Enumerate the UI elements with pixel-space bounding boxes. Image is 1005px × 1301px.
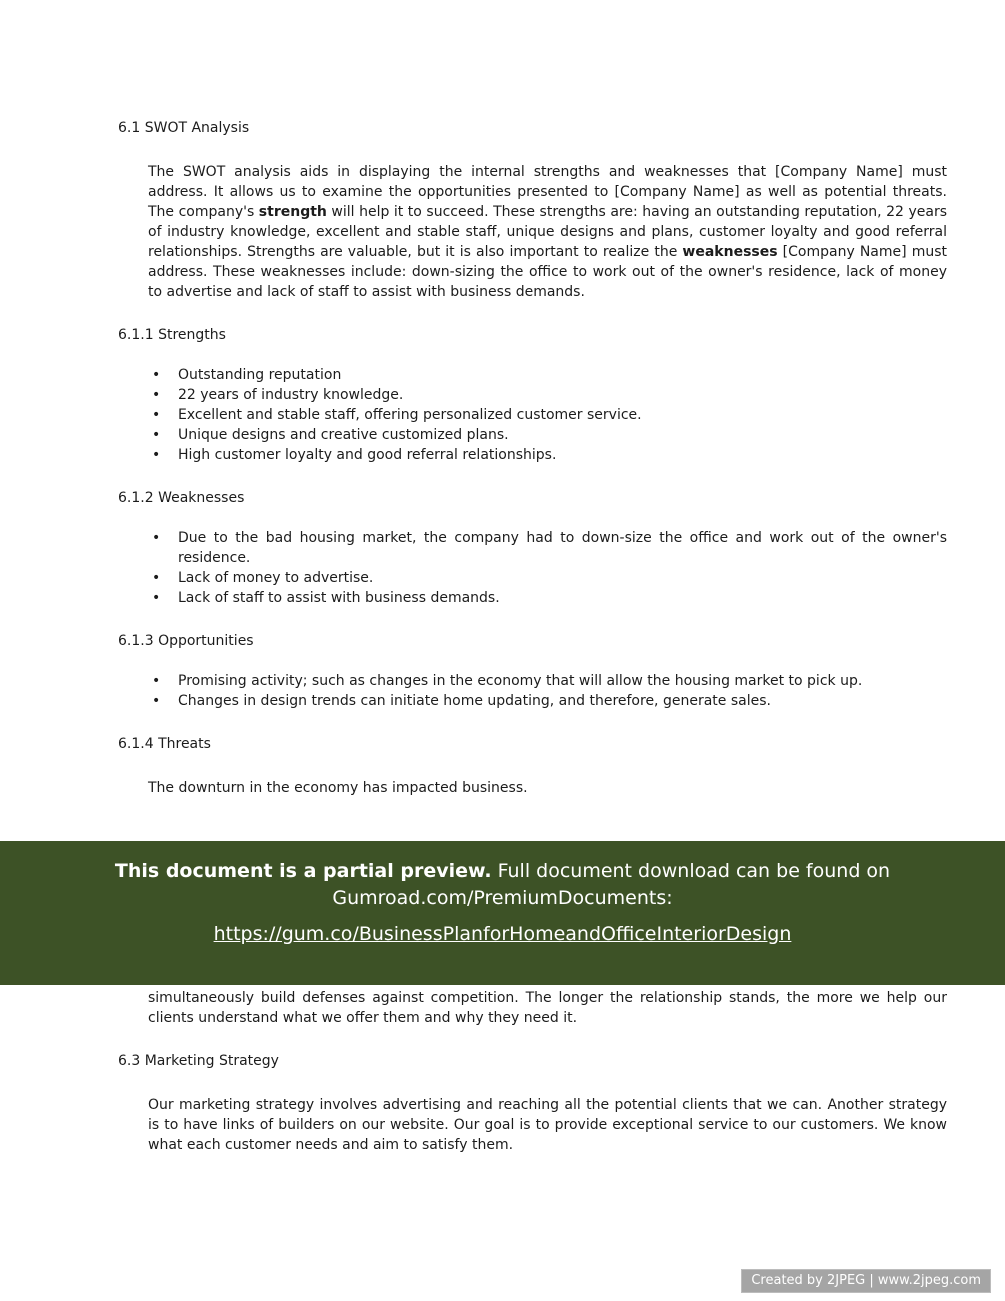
preview-banner [0, 841, 1005, 985]
post-banner-paragraph: simultaneously build defenses against competition. The longer the relationship stands, the more we help our clients understand what we offer them and why they need it. [148, 990, 947, 1026]
bullet-item: • Lack of money to advertise. [148, 568, 947, 588]
swot-paragraph-part3: [Company Name] must address. These weaknesses include: down-sizing the office to work out of the owner's residence, lack of money to advertise and lack of staff to assist with business demands. [148, 244, 947, 300]
heading-threats: 6.1.4 Threats [118, 736, 211, 752]
swot-paragraph-part2: will help it to succeed. These strengths are: having an outstanding reputation, 22 years of industry knowledge, excellent and stable staff, unique designs and plans, customer loyalty and good referral relationships. Strengths are valuable, but it is also important to realize the [148, 204, 948, 260]
marketing-paragraph: Our marketing strategy involves advertising and reaching all the potential clients that we can. Another strategy is to have links of builders on our website. Our goal is to provide exceptional service to our customers. We know what each customer needs and aim to satisfy them. [148, 1097, 947, 1153]
swot-paragraph-part1: The SWOT analysis aids in displaying the internal strengths and weaknesses that [Company Name] must address. It allows us to examine the opportunities presented to [Company Name] as well as potential threats. The company's [148, 164, 947, 220]
heading-weaknesses: 6.1.2 Weaknesses [118, 490, 245, 506]
bullet-item: • Excellent and stable staff, offering personalized customer service. [148, 405, 947, 425]
bullet-item: • Due to the bad housing market, the company had to down-size the office and work out of the owner's residence. [148, 528, 947, 568]
watermark-credit: Created by 2JPEG | www.2jpeg.com [741, 1269, 991, 1293]
preview-banner-rest: Full document download can be found on Gumroad.com/PremiumDocuments: [332, 860, 891, 909]
strengths-list [148, 365, 947, 465]
heading-opportunities: 6.1.3 Opportunities [118, 633, 254, 649]
swot-paragraph [148, 162, 947, 302]
weaknesses-list [148, 528, 947, 608]
bullet-item: • Changes in design trends can initiate home updating, and therefore, generate sales. [148, 691, 947, 711]
bullet-item: • Promising activity; such as changes in the economy that will allow the housing market to pick up. [148, 671, 947, 691]
preview-banner-link-row [0, 921, 1005, 947]
bullet-item: • 22 years of industry knowledge. [148, 385, 947, 405]
heading-swot-analysis: 6.1 SWOT Analysis [118, 120, 250, 136]
preview-banner-bold: This document is a partial preview. [114, 860, 492, 882]
document-content-top [118, 118, 947, 798]
gumroad-link[interactable]: https://gum.co/BusinessPlanforHomeandOfficeInteriorDesign [213, 923, 792, 945]
bullet-item: • Outstanding reputation [148, 365, 947, 385]
bullet-item: • Lack of staff to assist with business demands. [148, 588, 947, 608]
opportunities-list [148, 671, 947, 711]
heading-marketing-strategy: 6.3 Marketing Strategy [118, 1053, 279, 1069]
swot-bold-weaknesses: weaknesses [682, 244, 778, 260]
swot-bold-strength: strength [258, 204, 327, 220]
preview-banner-message [80, 858, 926, 912]
document-content-bottom [118, 988, 947, 1155]
threats-paragraph: The downturn in the economy has impacted business. [148, 780, 528, 796]
bullet-item: • High customer loyalty and good referral relationships. [148, 445, 947, 465]
bullet-item: • Unique designs and creative customized plans. [148, 425, 947, 445]
heading-strengths: 6.1.1 Strengths [118, 327, 226, 343]
